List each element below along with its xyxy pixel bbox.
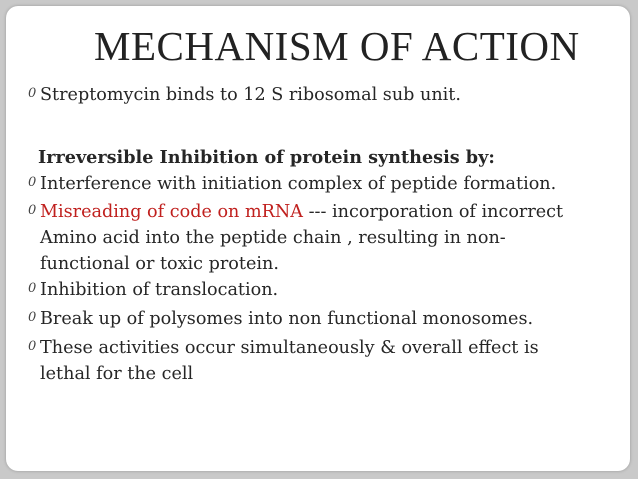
bullet-marker: 0: [28, 310, 37, 325]
bullet-marker: 0: [28, 203, 37, 218]
list-item-continuation: Amino acid into the peptide chain , resulting in non-: [40, 228, 506, 248]
section-heading: Irreversible Inhibition of protein synthesis by:: [38, 147, 495, 168]
slide: [6, 6, 630, 471]
list-item: Break up of polysomes into non functional monosomes.: [40, 309, 534, 329]
list-item: These activities occur simultaneously & overall effect is: [40, 338, 539, 358]
list-item-continuation: functional or toxic protein.: [40, 254, 279, 274]
bullet-marker: 0: [28, 281, 37, 296]
bullet-marker: 0: [28, 175, 37, 190]
list-item: Inhibition of translocation.: [40, 280, 279, 300]
list-item: Interference with initiation complex of peptide formation.: [40, 174, 557, 194]
slide-title: MECHANISM OF ACTION: [94, 23, 580, 69]
bullet-marker: 0: [28, 339, 37, 354]
list-item-continuation: lethal for the cell: [40, 364, 194, 384]
list-item-text: --- incorporation of incorrect: [303, 202, 564, 222]
intro-text: Streptomycin binds to 12 S ribosomal sub unit.: [40, 85, 461, 105]
list-item: [40, 199, 563, 226]
highlighted-term: Misreading of code on mRNA: [40, 202, 304, 222]
bullet-marker: 0: [28, 86, 37, 101]
